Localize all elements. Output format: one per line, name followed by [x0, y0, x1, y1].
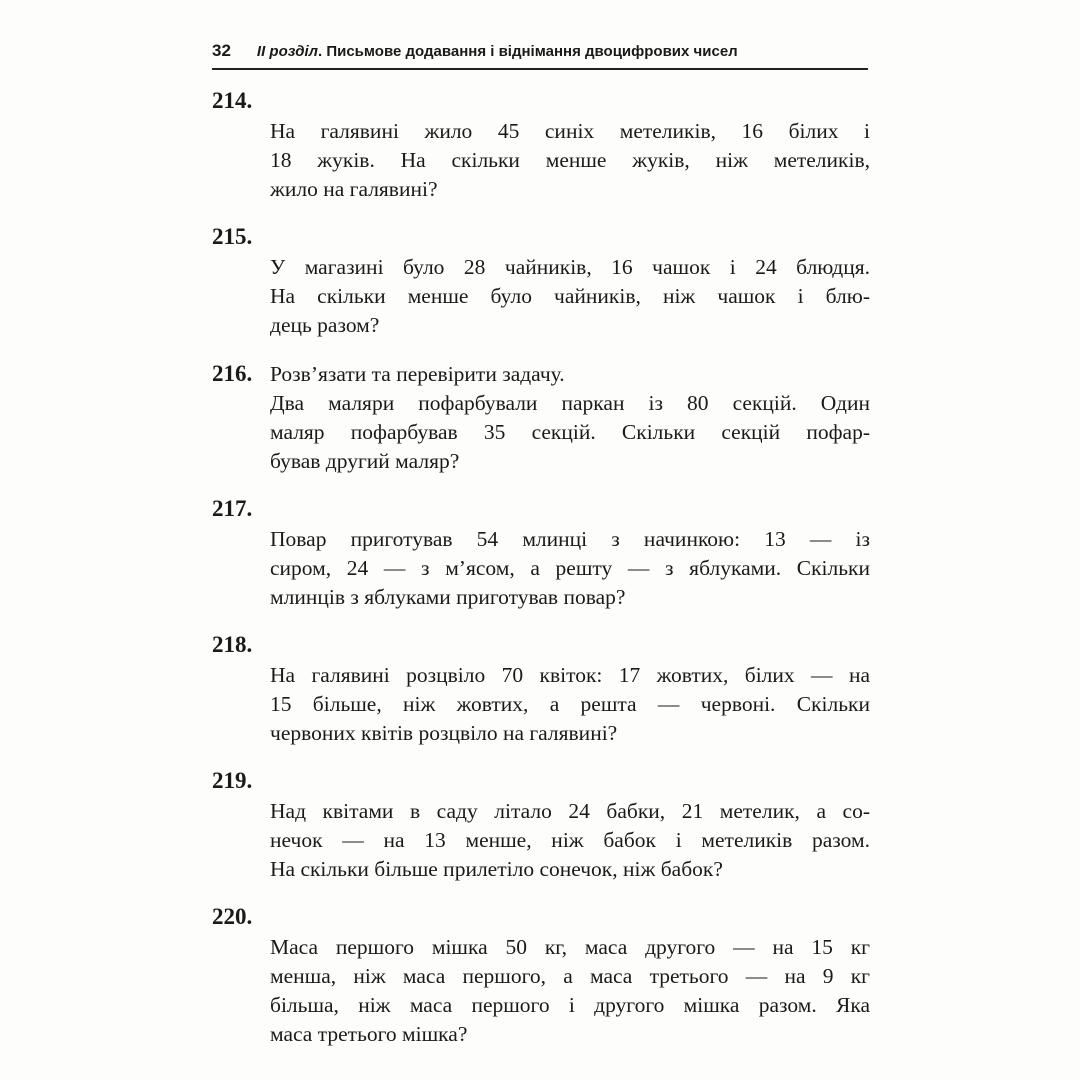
problem-number: 218. [212, 632, 253, 657]
problem-219 [212, 768, 872, 884]
section-label: II розділ [256, 43, 318, 60]
problem-heading-row [212, 360, 872, 389]
problem-number: 214. [212, 88, 253, 113]
problem-218 [212, 632, 872, 748]
problem-217 [212, 496, 872, 612]
text-line: Маса першого мішка 50 кг, маса другого — на 15 кг [270, 935, 870, 959]
problem-number: 216. [212, 361, 253, 386]
problem-text [270, 253, 870, 340]
text-line: На скільки менше було чайників, ніж чашок і блю- [270, 284, 870, 308]
problem-text [270, 661, 870, 748]
text-line: На галявині жило 45 синіх метеликів, 16 білих і [270, 119, 870, 143]
text-line: 18 жуків. На скільки менше жуків, ніж метеликів, [270, 148, 870, 172]
text-line: Над квітами в саду літало 24 бабки, 21 метелик, а со- [270, 799, 870, 823]
page-header [212, 40, 868, 70]
problem-number: 219. [212, 768, 253, 793]
problem-text [270, 117, 870, 204]
text-line: маляр пофарбував 35 секцій. Скільки секцій пофар- [270, 420, 870, 444]
text-line: дець разом? [270, 313, 380, 337]
text-line: У магазині було 28 чайників, 16 чашок і 24 блюдця. [270, 255, 870, 279]
text-line: Два маляри пофарбували паркан із 80 секцій. Один [270, 391, 870, 415]
problem-number: 217. [212, 496, 253, 521]
problem-216 [212, 360, 872, 476]
problem-instruction: Розв’язати та перевірити задачу. [270, 362, 565, 386]
text-line: Повар приготував 54 млинці з начинкою: 13 — із [270, 527, 870, 551]
problem-text [270, 797, 870, 884]
text-line: маса третього мішка? [270, 1022, 468, 1046]
problem-214 [212, 88, 872, 204]
problem-220 [212, 904, 872, 1049]
text-line: бував другий маляр? [270, 449, 460, 473]
text-line: На скільки більше прилетіло сонечок, ніж бабок? [270, 857, 723, 881]
problem-text [270, 525, 870, 612]
problem-215 [212, 224, 872, 340]
text-line: млинців з яблуками приготував повар? [270, 585, 626, 609]
problem-text [270, 933, 870, 1049]
text-line: нечок — на 13 менше, ніж бабок і метеликів разом. [270, 828, 870, 852]
text-line: 15 більше, ніж жовтих, а решта — червоні. Скільки [270, 692, 870, 716]
problem-text [270, 389, 870, 476]
text-line: червоних квітів розцвіло на галявині? [270, 721, 618, 745]
problem-number: 220. [212, 904, 253, 929]
text-line: більша, ніж маса першого і другого мішка разом. Яка [270, 993, 870, 1017]
text-line: жило на галявині? [270, 177, 438, 201]
text-line: На галявині розцвіло 70 квіток: 17 жовтих, білих — на [270, 663, 870, 687]
chapter-title: . Письмове додавання і віднімання двоцифрових чисел [317, 43, 738, 60]
text-line: сиром, 24 — з м’ясом, а решту — з яблуками. Скільки [270, 556, 870, 580]
text-line: менша, ніж маса першого, а маса третього — на 9 кг [270, 964, 870, 988]
page-number: 32 [212, 41, 231, 60]
problem-number: 215. [212, 224, 253, 249]
